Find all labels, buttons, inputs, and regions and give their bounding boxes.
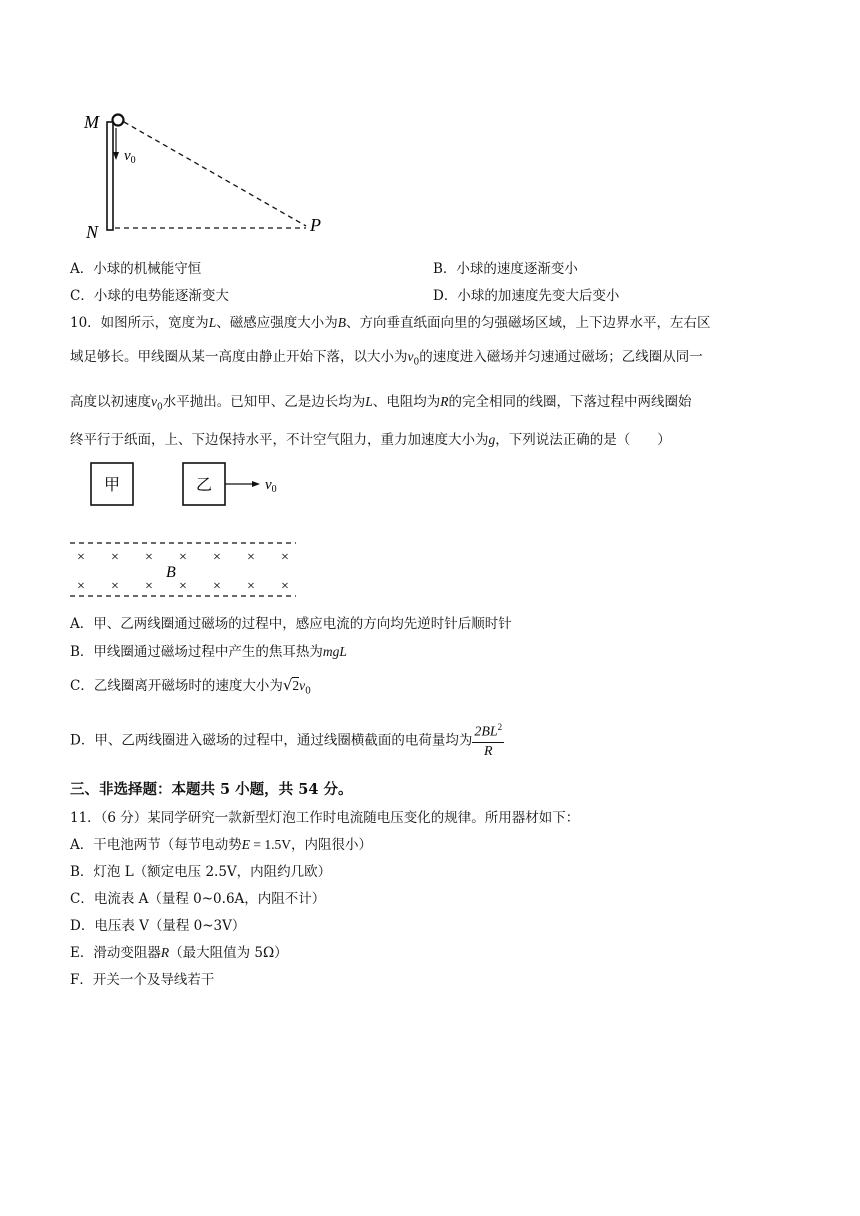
section3-title: 三、非选择题：本题共 5 小题，共 54 分。 [70,781,353,798]
svg-text:×: × [111,550,119,565]
q11-item-e: E．滑动变阻器R（最大阻值为 5Ω） [70,945,288,961]
q11-stem: 11．（6 分）某同学研究一款新型灯泡工作时电流随电压变化的规律。所用器材如下： [70,810,580,826]
q10-stem-line3: 高度以初速度$v_0$水平抛出。已知甲、乙是边长均为L、电阻均为R的完全相同的线圈，下落过程中两线圈始 [70,394,692,413]
svg-text:×: × [111,579,119,594]
svg-text:×: × [77,579,85,594]
svg-text:×: × [179,550,187,565]
q9-option-d: D．小球的加速度先变大后变小 [433,288,620,304]
label-n: N [86,222,99,238]
svg-text:×: × [145,550,153,565]
svg-text:×: × [145,579,153,594]
q9-option-c: C．小球的电势能逐渐变大 [70,288,229,304]
dashed-line-mp [124,122,306,226]
coil-yi-label: 乙 [195,477,213,494]
q11-item-c: C．电流表 A（量程 0~0.6A，内阻不计） [70,891,326,907]
svg-text:×: × [281,550,289,565]
label-v0: $v_0$ [124,148,136,166]
q10-option-d: D．甲、乙两线圈进入磁场的过程中，通过线圈横截面的电荷量均为 $\frac{2BL^2}{R}$ [70,722,503,759]
q10-stem-line1: 10．如图所示，宽度为L、磁感应强度大小为B、方向垂直纸面向里的匀强磁场区域，上下边界水平，左右区 [70,315,711,331]
field-label-b: B [166,564,176,581]
q10-option-c: C．乙线圈离开磁场时的速度大小为$√2v_0$ [70,676,311,697]
q10-stem-line4: 终平行于纸面，上、下边保持水平，不计空气阻力，重力加速度大小为g，下列说法正确的是（ ） [70,432,671,448]
coil-jia-label: 甲 [103,477,121,494]
q11-item-f: F．开关一个及导线若干 [70,972,215,988]
charge-fraction: $\frac{2BL^2}{R}$ [474,722,503,759]
q9-figure [80,108,340,238]
q10-option-a: A．甲、乙两线圈通过磁场的过程中，感应电流的方向均先逆时针后顺时针 [70,616,512,632]
insulating-rod [107,122,113,230]
q9-option-b: B．小球的速度逐渐变小 [433,261,578,277]
label-m: M [84,112,99,132]
v0-label: $v_0$ [265,477,277,495]
q10-figure [68,458,308,602]
svg-text:×: × [77,550,85,565]
q11-item-d: D．电压表 V（量程 0~3V） [70,918,246,934]
ball [113,115,124,126]
svg-text:×: × [247,550,255,565]
q10-option-b: B．甲线圈通过磁场过程中产生的焦耳热为mgL [70,644,347,660]
svg-text:×: × [247,579,255,594]
q11-item-a: A．干电池两节（每节电动势E = 1.5V，内阻很小） [70,837,372,853]
field-crosses [77,550,289,594]
q9-option-a: A．小球的机械能守恒 [70,261,202,277]
v0-arrow-head [252,481,260,487]
q11-item-b: B．灯泡 L（额定电压 2.5V，内阻约几欧） [70,864,332,880]
label-p: P [310,215,321,235]
svg-text:×: × [281,579,289,594]
v0-arrow-head [113,152,119,160]
svg-text:×: × [213,579,221,594]
svg-text:×: × [213,550,221,565]
svg-text:×: × [179,579,187,594]
q10-stem-line2: 域足够长。甲线圈从某一高度由静止开始下落，以大小为$v_0$的速度进入磁场并匀速通过磁场；乙线圈从同一 [70,349,703,368]
